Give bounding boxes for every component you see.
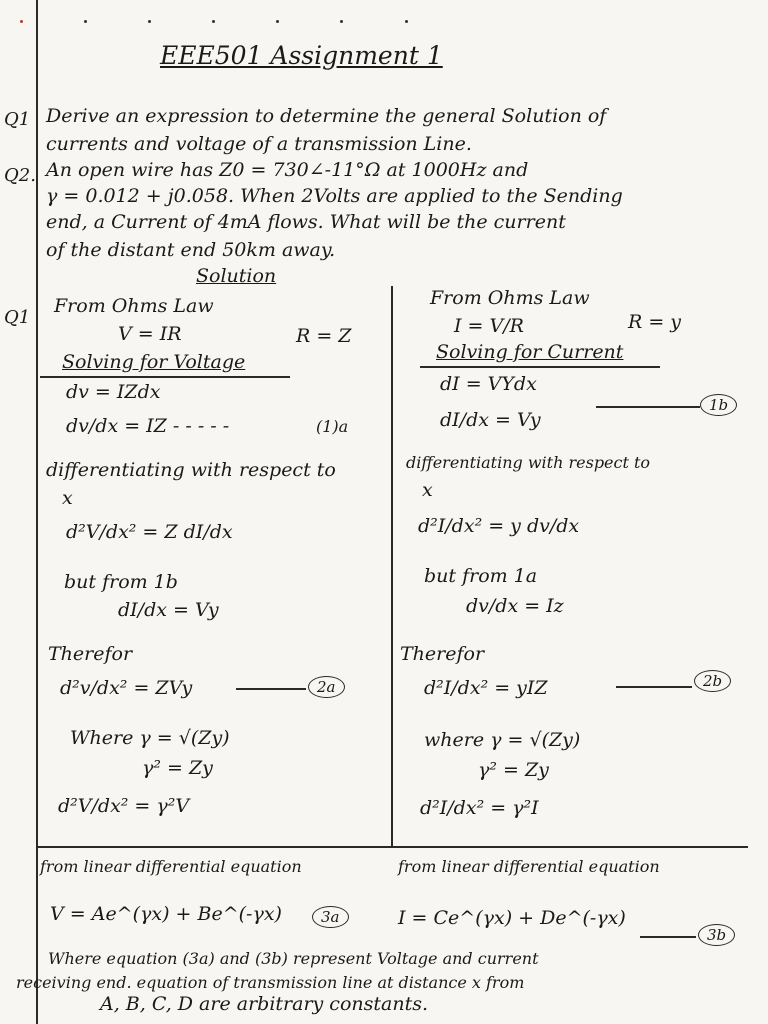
left-solving-heading: Solving for Voltage [62,351,246,373]
left-general-solution: V = Ae^(γx) + Be^(-γx) [50,903,282,925]
solution-heading: Solution [196,265,277,287]
binder-dots [20,8,464,27]
left-tag-3a: 3a [312,906,349,928]
left-eq-3: d²V/dx² = Z dI/dx [66,521,233,543]
right-gamma-squared: γ² = Zy [478,759,549,781]
left-ohms-law: From Ohms Law [54,295,214,317]
question-1-line-1: Derive an expression to determine the general Solution of [46,105,607,127]
left-eq-6: d²V/dx² = γ²V [58,795,190,817]
right-bottom-divider [392,846,748,848]
question-1-line-2: currents and voltage of a transmission Line. [46,133,472,155]
right-substitution: R = y [628,311,682,333]
left-eq-2: dv/dx = IZ - - - - - [66,415,230,437]
footer-line-1: Where equation (3a) and (3b) represent Voltage and current [48,949,539,968]
right-therefor: Therefor [400,643,485,665]
question-2-line-3: end, a Current of 4mA flows. What will be the current [46,211,566,233]
right-where: where γ = √(Zy) [424,729,581,751]
left-tag-2a-line [236,688,306,690]
left-eq-5: d²v/dx² = ZVy [60,677,193,699]
left-divider [40,376,290,378]
right-solving-heading: Solving for Current [436,341,624,363]
right-ohms-law: From Ohms Law [430,287,590,309]
right-eq-5: d²I/dx² = yIZ [424,677,548,699]
right-tag-1b-line [596,406,700,408]
red-dot [20,20,23,23]
right-tag-2b: 2b [694,670,731,692]
footer-line-3: A, B, C, D are arbitrary constants. [100,993,428,1015]
right-tag-3b: 3b [698,924,735,946]
right-diff-line-2: x [422,479,433,501]
right-eq-4: dv/dx = Iz [466,595,564,617]
left-but-from: but from 1b [64,571,178,593]
right-tag-3b-line [640,936,696,938]
left-tag-1a: (1)a [316,417,349,436]
right-eq-1: dI = VYdx [440,373,537,395]
left-diff-line-1: differentiating with respect to [46,459,336,481]
answer-label: Q1 [4,307,31,328]
left-tag-2a: 2a [308,676,345,698]
question-2-line-1: An open wire has Z0 = 730∠-11°Ω at 1000Hz and [46,159,529,181]
right-eq-3: d²I/dx² = y dv/dx [418,515,580,537]
page-title: EEE501 Assignment 1 [160,41,443,70]
column-divider [391,286,393,846]
left-substitution: R = Z [296,325,352,347]
left-linear: from linear differential equation [40,857,302,876]
question-1-label: Q1 [4,109,31,130]
right-general-solution: I = Ce^(γx) + De^(-γx) [398,907,626,929]
right-eq-2: dI/dx = Vy [440,409,541,431]
right-tag-2b-line [616,686,692,688]
question-2-label: Q2. [4,165,36,186]
right-eq-6: d²I/dx² = γ²I [420,797,539,819]
right-diff-line-1: differentiating with respect to [406,453,651,472]
left-ohms-eq: V = IR [118,323,182,345]
left-bottom-divider [36,846,392,848]
right-tag-1b: 1b [700,394,737,416]
right-linear: from linear differential equation [398,857,660,876]
left-diff-line-2: x [62,487,73,509]
right-divider [420,366,660,368]
left-eq-4: dI/dx = Vy [118,599,219,621]
left-therefor: Therefor [48,643,133,665]
right-but-from: but from 1a [424,565,538,587]
left-eq-1: dv = IZdx [66,381,161,403]
left-where: Where γ = √(Zy) [70,727,230,749]
margin-line [36,0,38,1024]
left-gamma-squared: γ² = Zy [142,757,213,779]
footer-line-2: receiving end. equation of transmission line at distance x from [16,973,525,992]
question-2-line-2: γ = 0.012 + j0.058. When 2Volts are applied to the Sending [46,185,623,207]
right-ohms-eq: I = V/R [454,315,524,337]
question-2-line-4: of the distant end 50km away. [46,239,336,261]
